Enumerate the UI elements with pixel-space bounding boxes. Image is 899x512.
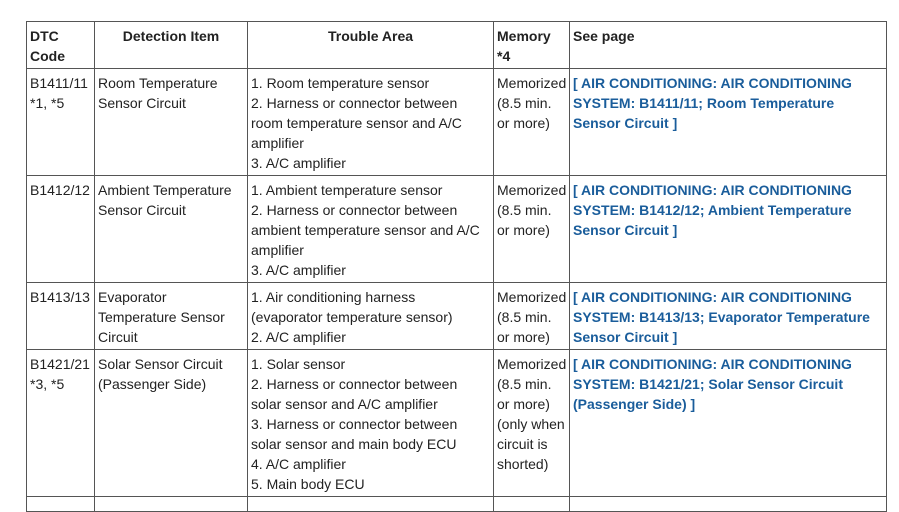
- trouble-area-line: 2. A/C amplifier: [251, 329, 346, 345]
- partial-cell: [27, 497, 95, 512]
- detection-item-cell: Room Temperature Sensor Circuit: [95, 69, 248, 176]
- header-dtc-code: DTC Code: [27, 22, 95, 69]
- memory-cell: Memorized (8.5 min. or more): [494, 176, 570, 283]
- see-page-link[interactable]: [ AIR CONDITIONING: AIR CONDITIONING SYSTEM: B1412/12; Ambient Temperature Sensor Circuit ]: [573, 182, 852, 238]
- see-page-link[interactable]: [ AIR CONDITIONING: AIR CONDITIONING SYSTEM: B1413/13; Evaporator Temperature Sensor Circuit ]: [573, 289, 870, 345]
- see-page-cell: [570, 283, 887, 350]
- trouble-area-line: 1. Solar sensor: [251, 356, 346, 372]
- trouble-area-line: 2. Harness or connector between solar sensor and A/C amplifier: [251, 376, 458, 412]
- detection-item-cell: Solar Sensor Circuit (Passenger Side): [95, 350, 248, 497]
- trouble-area-line: 3. A/C amplifier: [251, 155, 346, 171]
- trouble-area-line: 2. Harness or connector between room temperature sensor and A/C amplifier: [251, 95, 462, 151]
- partial-cell: [95, 497, 248, 512]
- trouble-area-line: 1. Ambient temperature sensor: [251, 182, 443, 198]
- memory-cell: Memorized (8.5 min. or more): [494, 283, 570, 350]
- trouble-area-line: 1. Air conditioning harness (evaporator temperature sensor): [251, 289, 453, 325]
- detection-item-cell: Evaporator Temperature Sensor Circuit: [95, 283, 248, 350]
- see-page-cell: [570, 69, 887, 176]
- dtc-table: [26, 21, 887, 512]
- header-trouble-area: Trouble Area: [248, 22, 494, 69]
- trouble-area-line: 2. Harness or connector between ambient temperature sensor and A/C amplifier: [251, 202, 480, 258]
- dtc-code-cell: B1421/21 *3, *5: [27, 350, 95, 497]
- trouble-area-cell: [248, 283, 494, 350]
- trouble-area-cell: [248, 176, 494, 283]
- trouble-area-line: 4. A/C amplifier: [251, 456, 346, 472]
- see-page-cell: [570, 176, 887, 283]
- table-row: [27, 350, 887, 497]
- table-row-partial: [27, 497, 887, 512]
- dtc-code-cell: B1412/12: [27, 176, 95, 283]
- see-page-link[interactable]: [ AIR CONDITIONING: AIR CONDITIONING SYSTEM: B1411/11; Room Temperature Sensor Circuit ]: [573, 75, 852, 131]
- table-row: [27, 69, 887, 176]
- partial-cell: [248, 497, 494, 512]
- table-header-row: [27, 22, 887, 69]
- trouble-area-line: 3. A/C amplifier: [251, 262, 346, 278]
- trouble-area-line: 1. Room temperature sensor: [251, 75, 430, 91]
- trouble-area-cell: [248, 350, 494, 497]
- trouble-area-line: 5. Main body ECU: [251, 476, 365, 492]
- header-memory: Memory *4: [494, 22, 570, 69]
- dtc-table-container: [26, 21, 886, 512]
- trouble-area-cell: [248, 69, 494, 176]
- see-page-cell: [570, 350, 887, 497]
- header-detection-item: Detection Item: [95, 22, 248, 69]
- header-see-page: See page: [570, 22, 887, 69]
- see-page-link[interactable]: [ AIR CONDITIONING: AIR CONDITIONING SYSTEM: B1421/21; Solar Sensor Circuit (Passenger Side) ]: [573, 356, 852, 412]
- table-row: [27, 283, 887, 350]
- partial-cell: [494, 497, 570, 512]
- partial-cell: [570, 497, 887, 512]
- trouble-area-line: 3. Harness or connector between solar sensor and main body ECU: [251, 416, 458, 452]
- detection-item-cell: Ambient Temperature Sensor Circuit: [95, 176, 248, 283]
- table-row: [27, 176, 887, 283]
- memory-cell: Memorized (8.5 min. or more) (only when circuit is shorted): [494, 350, 570, 497]
- dtc-code-cell: B1411/11 *1, *5: [27, 69, 95, 176]
- dtc-code-cell: B1413/13: [27, 283, 95, 350]
- memory-cell: Memorized (8.5 min. or more): [494, 69, 570, 176]
